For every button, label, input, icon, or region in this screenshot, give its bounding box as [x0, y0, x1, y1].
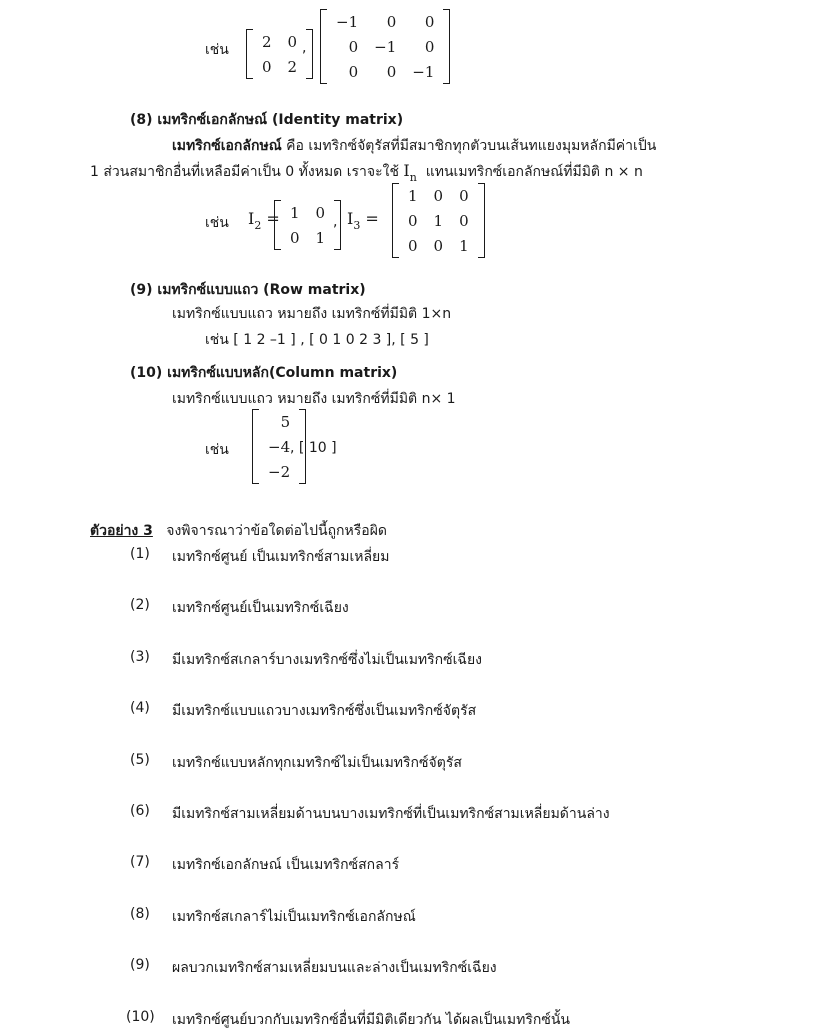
example-lead: เช่น — [205, 442, 229, 458]
matrix-entry: 0 — [315, 203, 326, 222]
section-8-def-line1 — [172, 135, 656, 157]
item-text: มีเมทริกซ์สามเหลี่ยมด้านบนบางเมทริกซ์ที่เป็นเมทริกซ์สามเหลี่ยมด้านล่าง — [172, 806, 610, 822]
item-number: (8) — [130, 905, 150, 922]
matrix-row — [400, 233, 477, 258]
matrix-entry: 0 — [290, 228, 300, 247]
matrix-row — [254, 29, 305, 54]
item-number: (1) — [130, 546, 150, 562]
def-text: แทนเมทริกซ์เอกลักษณ์ที่มีมิติ n × n — [425, 164, 643, 180]
item-number: (10) — [126, 1008, 155, 1025]
matrix-entry: 0 — [459, 186, 469, 205]
item-number: (3) — [130, 648, 150, 665]
matrix-entry: 1 — [315, 228, 326, 247]
matrix-entry: −2 — [268, 462, 291, 481]
matrix-row — [282, 200, 333, 225]
section-8-def-line2 — [90, 161, 643, 183]
matrix-entry: 0 — [424, 37, 435, 56]
matrix-entry: 2 — [262, 32, 272, 51]
matrix-entry: 0 — [262, 57, 272, 76]
matrix-row — [254, 54, 305, 79]
matrix-body — [400, 183, 477, 258]
term: เมทริกซ์เอกลักษณ์ — [172, 138, 282, 154]
item-number: (9) — [130, 957, 150, 974]
matrix-row — [328, 9, 442, 34]
matrix-entry: 0 — [459, 211, 469, 230]
example-3-heading — [90, 520, 387, 542]
matrix-entry: 0 — [348, 62, 359, 81]
matrix-body — [254, 29, 305, 79]
matrix-entry: 0 — [408, 236, 418, 255]
matrix-entry: 5 — [280, 412, 291, 431]
item-text: เมทริกซ์ศูนย์บวกกับเมทริกซ์อื่นที่มีมิติเดียวกัน ได้ผลเป็นเมทริกซ์นั้น — [172, 1011, 570, 1028]
section-9-heading: (9) เมทริกซ์แบบแถว (Row matrix) — [130, 282, 366, 298]
matrix-entry: 0 — [386, 12, 397, 31]
matrix-entry: 1 — [433, 211, 444, 230]
matrix-entry: −1 — [336, 12, 359, 31]
item-number: (5) — [130, 751, 150, 768]
matrix-entry: 0 — [287, 32, 298, 51]
matrix-entry: 0 — [433, 236, 444, 255]
matrix-3x3-negative — [320, 9, 450, 84]
section-9-example: เช่น [ 1 2 –1 ] , [ 0 1 0 2 3 ], [ 5 ] — [205, 332, 429, 348]
item-number: (6) — [130, 803, 150, 819]
matrix-entry: −1 — [412, 62, 435, 81]
item-text: เมทริกซ์ศูนย์เป็นเมทริกซ์เฉียง — [172, 600, 349, 617]
matrix-entry: 0 — [408, 211, 418, 230]
section-10-def: เมทริกซ์แบบแถว หมายถึง เมทริกซ์ที่มีมิติ n× 1 — [172, 391, 456, 407]
identity-symbol: $I_n$ — [403, 161, 417, 184]
matrix-entry: 1 — [408, 186, 418, 205]
matrix-entry: 0 — [348, 37, 359, 56]
example-lead: เช่น — [205, 42, 229, 58]
example-prompt: จงพิจารณาว่าข้อใดต่อไปนี้ถูกหรือผิด — [166, 523, 387, 539]
matrix-row — [400, 208, 477, 233]
matrix-identity-2 — [274, 200, 341, 250]
item-number: (4) — [130, 700, 150, 717]
example-lead: เช่น — [205, 215, 229, 231]
matrix-entry: 1 — [290, 203, 300, 222]
section-10-heading: (10) เมทริกซ์แบบหลัก(Column matrix) — [130, 365, 398, 381]
item-text: มีเมทริกซ์สเกลาร์บางเมทริกซ์ซึ่งไม่เป็นเมทริกซ์เฉียง — [172, 651, 483, 668]
matrix-entry: −1 — [374, 37, 397, 56]
matrix-body — [328, 9, 442, 84]
matrix-entry: 0 — [433, 186, 444, 205]
matrix-row — [282, 225, 333, 250]
def-text: คือ เมทริกซ์จัตุรัสที่มีสมาชิกทุกตัวบนเส้นทแยงมุมหลักมีค่าเป็น — [286, 138, 657, 154]
comma: , — [333, 214, 338, 230]
matrix-identity-3 — [392, 183, 485, 258]
item-number: (7) — [130, 854, 150, 871]
i3-label: $I_3$ = — [347, 209, 379, 232]
matrix-row — [328, 34, 442, 59]
example-label: ตัวอย่าง 3 — [90, 523, 153, 539]
matrix-entry: −4 — [268, 437, 291, 456]
matrix-row — [260, 459, 298, 484]
section-10-tail: , [ 10 ] — [290, 440, 337, 456]
item-text: เมทริกซ์ศูนย์ เป็นเมทริกซ์สามเหลี่ยม — [172, 549, 390, 565]
section-9-def: เมทริกซ์แบบแถว หมายถึง เมทริกซ์ที่มีมิติ 1×n — [172, 306, 452, 322]
matrix-row — [260, 409, 298, 434]
matrix-entry: 0 — [424, 12, 435, 31]
matrix-row — [328, 59, 442, 84]
matrix-entry: 2 — [287, 57, 298, 76]
item-text: มีเมทริกซ์แบบแถวบางเมทริกซ์ซึ่งเป็นเมทริกซ์จัตุรัส — [172, 703, 477, 720]
item-text: เมทริกซ์เอกลักษณ์ เป็นเมทริกซ์สกลาร์ — [172, 857, 400, 874]
matrix-entry: 1 — [459, 236, 469, 255]
item-number: (2) — [130, 597, 150, 614]
item-text: เมทริกซ์สเกลาร์ไม่เป็นเมทริกซ์เอกลักษณ์ — [172, 908, 416, 925]
matrix-entry: 0 — [386, 62, 397, 81]
item-text: เมทริกซ์แบบหลักทุกเมทริกซ์ไม่เป็นเมทริกซ์จัตุรัส — [172, 754, 462, 771]
section-8-heading: (8) เมทริกซ์เอกลักษณ์ (Identity matrix) — [130, 112, 404, 128]
comma: , — [302, 40, 307, 56]
i2-label: $I_2$ = — [248, 209, 280, 232]
item-text: ผลบวกเมทริกซ์สามเหลี่ยมบนและล่างเป็นเมทริกซ์เฉียง — [172, 960, 497, 977]
matrix-body — [282, 200, 333, 250]
def-text: 1 ส่วนสมาชิกอื่นที่เหลือมีค่าเป็น 0 ทั้งหมด เราจะใช้ — [90, 164, 399, 180]
matrix-row — [400, 183, 477, 208]
